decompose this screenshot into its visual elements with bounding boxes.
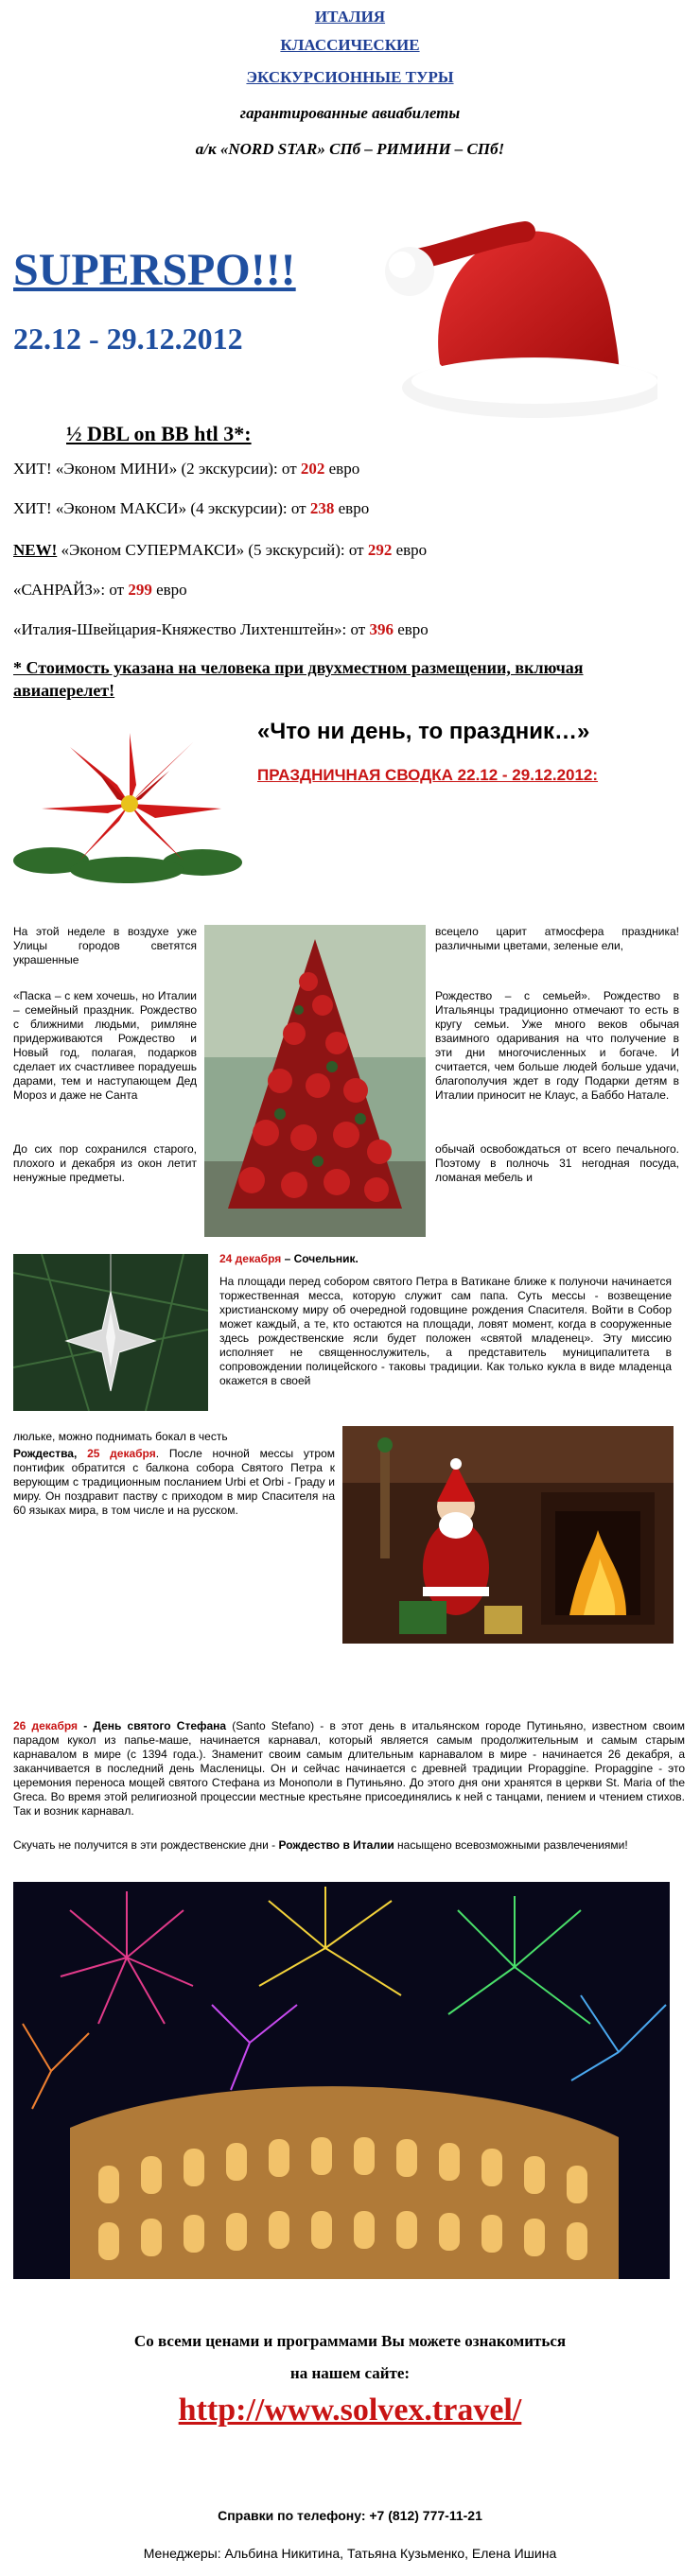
price-label: «Эконом СУПЕРМАКСИ» (5 экскурсий): от: [57, 541, 368, 559]
price-value: 202: [300, 460, 325, 478]
price-currency: евро: [393, 620, 429, 638]
price-value: 238: [309, 499, 335, 517]
left-col-text-2: «Паска – с кем хочешь, но Италии – семейный праздник. Рождество с ближними людьми, римляне придерживаются Рождество и Новый год, полагая, подарков сделает их счастливее порадуешь дарами, тем и наступающем Дед Мороз и даже не Санта: [13, 989, 197, 1102]
website-link[interactable]: http://www.solvex.travel/: [178, 2393, 522, 2428]
santa-fireplace-image: [342, 1426, 674, 1644]
dec25-body: . После ночной мессы утром понтифик обратится с балкона собора Святого Петра к верующим с традиционным посланием Urbi et Orbi - Граду и миру. Он поздравит паству с приходом в мир Спасителя на 60 языках мира, в том числе и на русском.: [13, 1447, 335, 1517]
price-label: «Италия-Швейцария-Княжество Лихтенштейн»: от: [13, 620, 370, 638]
right-col-text-3: обычай освобождаться от всего печального. Поэтому в полночь 31 негодная посуда, ломаная мебель и: [435, 1142, 679, 1184]
colosseum-fireworks-image: [13, 1882, 670, 2279]
dec26-body: (Santo Stefano) - в этот день в итальянском городе Путиньяно, известном своим парадом кукол из папье-маше, начинается карнавал, который является самым продолжительным и самым старым карнавалом в мире (с 1394 года.). Знаменит своим самым длительным карнавалом в мире - начинается 26 декабря, а заканчивается в последний день Масленицы. Он и сейчас начинается с древней традиции Propaggine. Propaggine - это церемония переноса мощей святого Стефана из Монополи в Путиньяно. До этого дня они хранятся в церкви St. Maria of the Greca. Во время этой религиозной процессии местные крестьяне присоединялись к ней с танцами, пением и чтением стихов. Так и возник карнавал.: [13, 1719, 685, 1818]
price-label: ХИТ! «Эконом МАКСИ» (4 экскурсии): от: [13, 499, 310, 517]
poinsettia-image: [13, 719, 246, 889]
header-country[interactable]: ИТАЛИЯ: [314, 8, 386, 26]
new-badge: NEW!: [13, 541, 58, 559]
header-airline: а/к «NORD STAR» СПб – РИМИНИ – СПб!: [195, 140, 505, 158]
price-label: «САНРАЙЗ»: от: [13, 581, 129, 599]
dec24-body: На площади перед собором святого Петра в Ватикане ближе к полуночи начинается торжественная месса, которую служит сам папа. Суть мессы - возвещение христианскому миру об очередной годовщине рождения Спасителя. Войти в Собор может каждый, а те, кто остаются на площади, ловят момент, когда в сооруженные здесь рождественские ясли будет положен «святой младенец». Эту миссию исполняет не священнослужитель, а представитель муниципалитета в сопровождении полицейского - таковы традиции. Как только кукла в виде младенца окажется в своей: [219, 1275, 672, 1387]
price-row-sunrise: [13, 581, 187, 600]
bored-suffix: насыщено всевозможными развлечениями!: [394, 1838, 628, 1852]
bored-bold: Рождество в Италии: [278, 1838, 394, 1852]
dec26-title: - День святого Стефана: [78, 1719, 227, 1732]
poinsettia-tree-image: [204, 925, 426, 1237]
header-tours-line1[interactable]: КЛАССИЧЕСКИЕ: [280, 36, 420, 54]
price-currency: евро: [324, 460, 360, 478]
dec25-paragraph: [13, 1447, 335, 1518]
footer-managers: Менеджеры: Альбина Никитина, Татьяна Кузьменко, Елена Ишина: [143, 2546, 557, 2561]
bored-prefix: Скучать не получится в эти рождественские дни -: [13, 1838, 279, 1852]
left-col-text-3: До сих пор сохранился старого, плохого и декабря из окон летит ненужные предметы.: [13, 1142, 197, 1184]
promo-title: SUPERSPO!!!: [13, 245, 296, 295]
header-guaranteed: гарантированные авиабилеты: [239, 104, 461, 122]
dec24-title: – Сочельник.: [281, 1252, 359, 1265]
price-row-switzerland: [13, 620, 429, 639]
right-col-text-1: всецело царит атмосфера праздника! различными цветами, зеленые ели,: [435, 925, 679, 952]
price-currency: евро: [334, 499, 370, 517]
room-type: ½ DBL on BB htl 3*:: [66, 422, 252, 445]
price-value: 292: [367, 541, 393, 559]
price-row-maxi: [13, 499, 369, 518]
price-row-mini: [13, 460, 359, 479]
footer-line2: на нашем сайте:: [289, 2364, 411, 2382]
price-row-supermaxi: [13, 541, 427, 560]
price-value: 299: [128, 581, 152, 599]
star-ornament-image: [13, 1254, 208, 1411]
bored-paragraph: [13, 1838, 675, 1853]
price-currency: евро: [392, 541, 428, 559]
price-label: ХИТ! «Эконом МИНИ» (2 экскурсии): от: [13, 460, 301, 478]
dec25-date: 25 декабря: [87, 1447, 156, 1460]
price-value: 396: [369, 620, 394, 638]
left-col-text-1: На этой неделе в воздухе уже Улицы городов светятся украшенные: [13, 925, 197, 966]
header-tours-line2[interactable]: ЭКСКУРСИОННЫЕ ТУРЫ: [246, 68, 454, 86]
holiday-quote: «Что ни день, то праздник…»: [257, 719, 590, 744]
footer-phone: Справки по телефону: +7 (812) 777-11-21: [218, 2508, 482, 2523]
right-col-text-2: Рождество – с семьей». Рождество в Итальянцы традиционно отмечают то есть в кругу семьи. Уже много веков обычая взаимного одаривания на что получение в эти дни многочисленных и богаче. И считается, чем больше людей больше удачи, благополучия ждет в году Подарки детям в Италии приносит не Клаус, а Баббо Натале.: [435, 989, 679, 1102]
dec26-paragraph: [13, 1719, 685, 1819]
dec24-date: 24 декабря: [219, 1252, 282, 1265]
holiday-summary: ПРАЗДНИЧНАЯ СВОДКА 22.12 - 29.12.2012:: [257, 766, 599, 784]
dec24-body-continued: люльке, можно поднимать бокал в честь: [13, 1430, 228, 1443]
dec26-date: 26 декабря: [13, 1719, 79, 1732]
price-note: * Стоимость указана на человека при двухместном размещении, включая авиаперелет!: [13, 658, 584, 700]
footer-line1: Со всеми ценами и программами Вы можете ознакомиться: [133, 2332, 567, 2350]
dec25-prefix: Рождества,: [13, 1447, 88, 1460]
dec24-heading: [219, 1252, 689, 1266]
promo-dates: 22.12 - 29.12.2012: [13, 322, 243, 356]
price-currency: евро: [151, 581, 187, 599]
santa-hat-image: [374, 203, 657, 430]
